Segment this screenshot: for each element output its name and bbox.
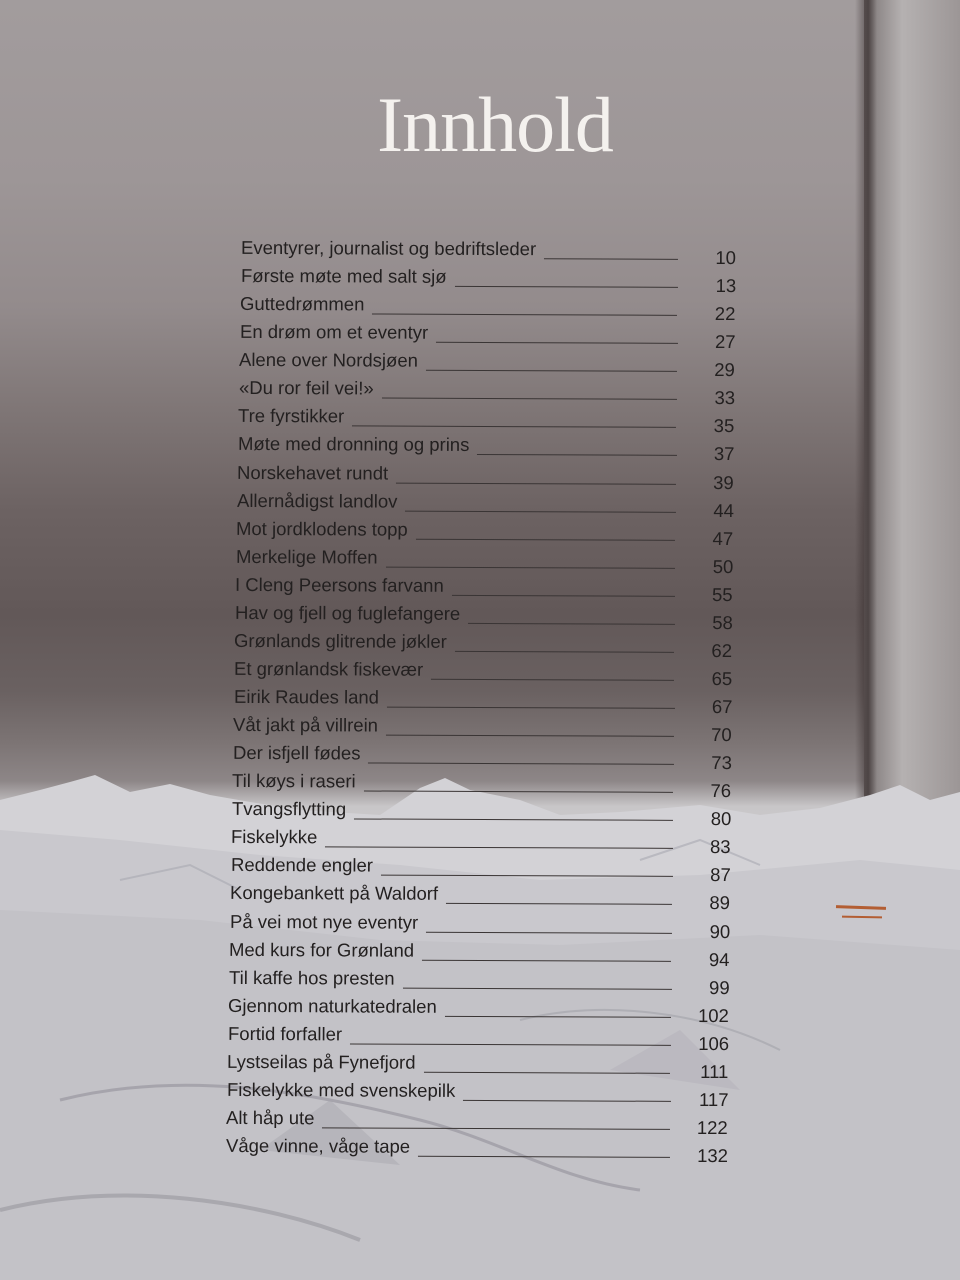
toc-entry [237, 461, 735, 493]
toc-leader-line [405, 510, 676, 512]
toc-entry [228, 994, 730, 1026]
toc-leader-line [386, 707, 674, 709]
toc-entry [227, 1050, 729, 1082]
toc-entry [236, 517, 734, 549]
toc-entry [228, 966, 730, 998]
toc-entry-page-number: 35 [713, 415, 735, 437]
toc-entry [229, 910, 731, 942]
toc-leader-line [364, 791, 673, 793]
toc-entry-title: Alt håp ute [226, 1106, 315, 1129]
toc-entry [231, 826, 731, 858]
toc-entry-page-number: 44 [713, 499, 734, 521]
toc-entry-page-number: 22 [714, 303, 736, 325]
toc-entry-page-number: 102 [698, 1004, 730, 1026]
toc-leader-line [445, 1016, 671, 1018]
toc-leader-line [372, 314, 677, 316]
toc-entry-page-number: 50 [712, 555, 734, 577]
toc-entry-page-number: 76 [710, 780, 732, 802]
toc-entry-page-number: 90 [709, 920, 731, 942]
toc-entry [235, 573, 734, 605]
toc-leader-line [424, 1072, 670, 1074]
toc-entry-page-number: 13 [715, 275, 736, 297]
toc-entry [239, 349, 736, 381]
toc-entry-page-number: 33 [714, 387, 735, 409]
toc-leader-line [477, 454, 677, 456]
toc-entry-title: Gjennom naturkatedralen [228, 994, 438, 1017]
toc-leader-line [403, 987, 672, 989]
toc-entry-title: Grønlands glitrende jøkler [234, 629, 448, 652]
toc-leader-line [544, 258, 678, 260]
toc-leader-line [468, 623, 675, 625]
toc-entry [230, 882, 731, 914]
toc-leader-line [386, 566, 675, 568]
toc-entry [233, 657, 733, 690]
toc-entry-title: Våge vinne, våge tape [225, 1134, 411, 1157]
toc-leader-line [354, 819, 673, 821]
toc-leader-line [322, 1127, 670, 1130]
toc-entry [232, 770, 732, 802]
toc-entry [239, 321, 736, 353]
toc-entry [240, 293, 736, 325]
toc-leader-line [368, 763, 674, 765]
toc-entry-title: Tvangsflytting [231, 798, 346, 820]
toc-entry-page-number: 73 [710, 752, 732, 774]
toc-entry-title: Fiskelykke [231, 826, 318, 848]
toc-entry-page-number: 55 [712, 583, 734, 605]
toc-entry-title: «Du ror feil vei!» [238, 377, 374, 399]
toc-leader-line [416, 538, 675, 540]
toc-entry [234, 601, 733, 633]
toc-leader-line [352, 426, 676, 428]
toc-leader-line [325, 847, 673, 850]
toc-entry-title: Merkelige Moffen [235, 545, 378, 568]
toc-entry [232, 713, 732, 746]
toc-entry-page-number: 70 [711, 724, 732, 746]
toc-entry-page-number: 47 [712, 527, 734, 549]
toc-entry [238, 377, 735, 409]
toc-leader-line [386, 735, 674, 737]
toc-leader-line [426, 370, 677, 372]
toc-entry-page-number: 117 [698, 1088, 729, 1110]
toc-entry [230, 854, 731, 886]
toc-entry [233, 685, 733, 718]
toc-leader-line [431, 679, 674, 681]
toc-entry-page-number: 67 [711, 695, 733, 718]
toc-entry-title: I Cleng Peersons farvann [235, 573, 445, 596]
toc-entry [227, 1022, 730, 1054]
toc-leader-line [452, 595, 675, 597]
toc-entry-title: Hav og fjell og fuglefangere [234, 601, 461, 624]
toc-entry-title: Guttedrømmen [240, 293, 365, 315]
toc-entry-title: Første møte med salt sjø [240, 264, 447, 287]
toc-leader-line [396, 482, 676, 484]
toc-entry-title: Et grønlandsk fiskevær [233, 657, 424, 680]
toc-entry [225, 1134, 729, 1167]
toc-entry [238, 405, 735, 437]
toc-entry-title: Norskehavet rundt [237, 461, 389, 484]
toc-entry-page-number: 80 [710, 808, 732, 830]
toc-entry [240, 236, 737, 269]
toc-entry-page-number: 111 [700, 1060, 729, 1082]
toc-entry [232, 742, 732, 774]
toc-leader-line [455, 651, 674, 653]
toc-leader-line [422, 959, 671, 961]
toc-entry [240, 264, 736, 297]
toc-leader-line [446, 903, 672, 905]
toc-leader-line [454, 286, 677, 288]
toc-entry [236, 489, 734, 521]
toc-entry-page-number: 65 [711, 667, 733, 690]
toc-entry [235, 545, 734, 577]
toc-entry [229, 938, 730, 970]
toc-entry-page-number: 37 [713, 443, 735, 465]
toc-leader-line [350, 1043, 671, 1045]
toc-entry-title: Alene over Nordsjøen [239, 349, 419, 371]
toc-entry-title: Møte med dronning og prins [237, 433, 470, 456]
toc-leader-line [426, 931, 672, 933]
toc-entry-page-number: 132 [697, 1144, 729, 1167]
toc-leader-line [463, 1100, 671, 1102]
toc-entry-page-number: 87 [709, 864, 731, 886]
toc-leader-line [382, 398, 677, 400]
toc-leader-line [381, 875, 673, 877]
toc-entry-title: Allernådigst landlov [236, 489, 398, 512]
toc-entry-page-number: 94 [709, 948, 730, 970]
toc-entry [226, 1078, 729, 1110]
toc-entry-title: Kongebankett på Waldorf [230, 882, 439, 905]
toc-entry-page-number: 10 [715, 246, 737, 269]
toc-leader-line [436, 342, 678, 344]
toc-entry-title: Fiskelykke med svenskepilk [226, 1078, 456, 1101]
toc-entry-title: Eventyrer, journalist og bedriftsleder [240, 236, 537, 260]
toc-entry-title: Fortid forfaller [227, 1022, 343, 1045]
toc-entry-title: Lystseilas på Fynefjord [227, 1050, 416, 1073]
toc-entry-page-number: 83 [710, 836, 731, 858]
toc-entry-page-number: 99 [708, 976, 730, 998]
toc-entry-title: Med kurs for Grønland [229, 938, 415, 961]
toc-entry-title: Der isfjell fødes [232, 742, 361, 764]
toc-entry [237, 433, 735, 465]
toc-entry-title: Til køys i raseri [232, 770, 356, 792]
toc-entry-title: Reddende engler [230, 854, 373, 876]
toc-entry [226, 1106, 729, 1139]
toc-entry-page-number: 39 [713, 471, 735, 493]
toc-entry-title: Til kaffe hos presten [228, 966, 395, 989]
toc-entry-page-number: 62 [711, 639, 733, 661]
toc-entry-title: På vei mot nye eventyr [229, 910, 418, 933]
toc-entry-title: Våt jakt på villrein [232, 713, 379, 736]
toc-entry-title: Tre fyrstikker [238, 405, 345, 427]
toc-entry-title: En drøm om et eventyr [239, 321, 428, 343]
toc-entry-title: Mot jordklodens topp [236, 517, 409, 540]
toc-entry [231, 798, 732, 830]
toc-entry-page-number: 29 [714, 359, 736, 381]
page-title: Innhold [377, 81, 613, 168]
toc-entry-page-number: 122 [697, 1116, 729, 1139]
toc-entry [234, 629, 733, 661]
toc-leader-line [418, 1156, 670, 1158]
toc-entry-title: Eirik Raudes land [233, 685, 379, 708]
toc-entry-page-number: 89 [709, 892, 731, 914]
toc-entry-page-number: 58 [712, 611, 733, 633]
toc-entry-page-number: 106 [698, 1032, 730, 1054]
toc-entry-page-number: 27 [714, 331, 736, 353]
